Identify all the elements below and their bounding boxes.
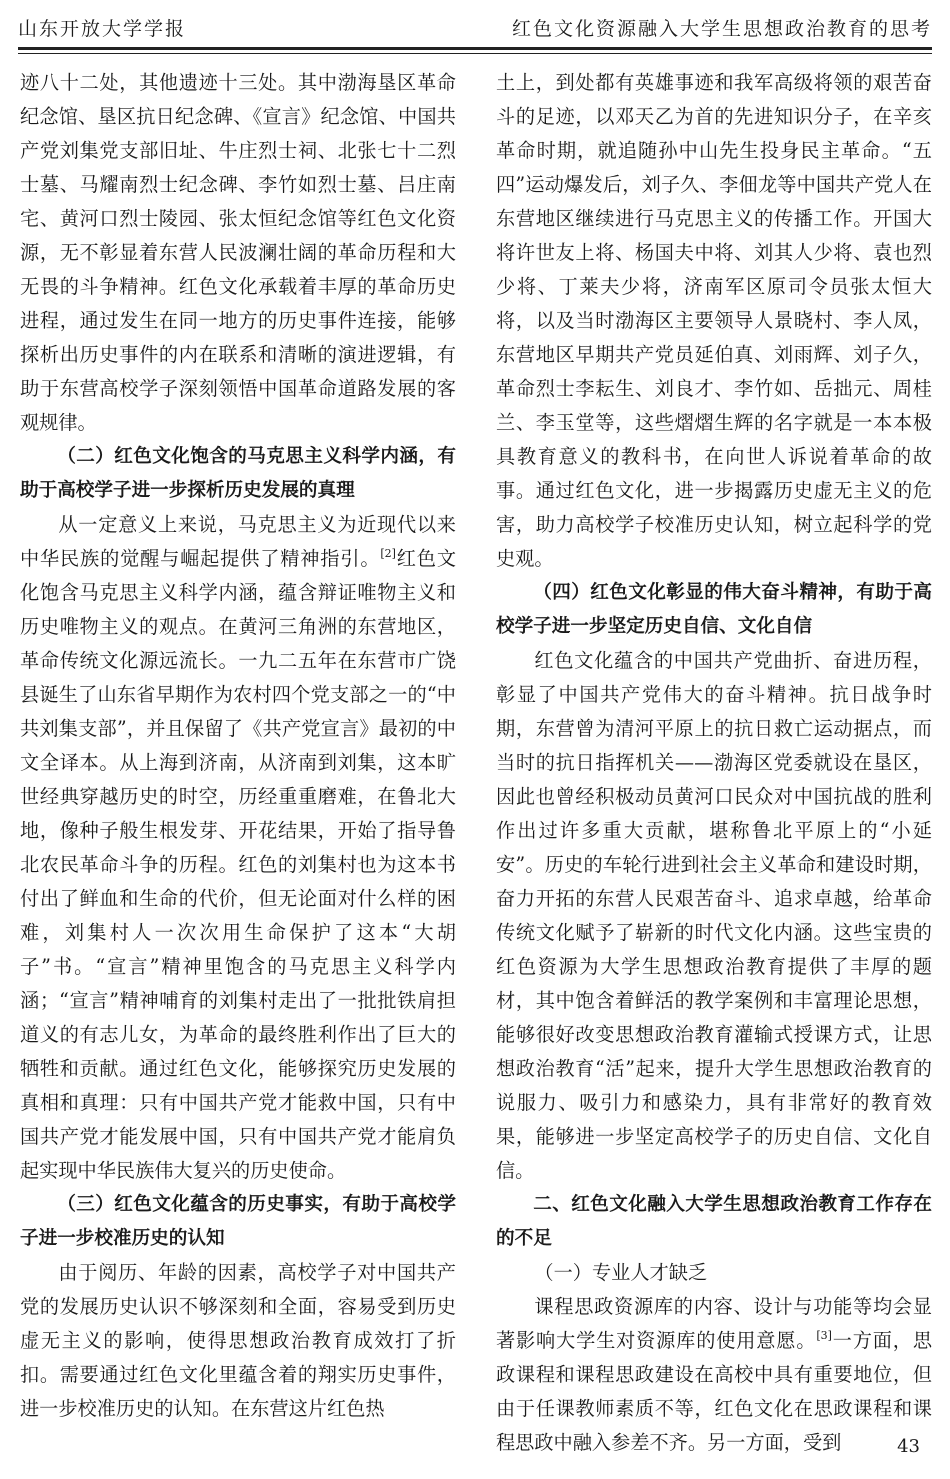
article-title: 红色文化资源融入大学生思想政治教育的思考 bbox=[511, 17, 932, 40]
paragraph-text: 课程思政资源库的内容、设计与功能等均会显著影响大学生对资源库的使用意愿。 bbox=[496, 1295, 932, 1352]
left-column bbox=[20, 66, 456, 1426]
citation-ref[interactable]: [3] bbox=[816, 1329, 832, 1342]
citation-ref[interactable]: [2] bbox=[380, 547, 396, 560]
header-rule-thick bbox=[18, 47, 932, 50]
paragraph-text: 从一定意义上来说，马克思主义为近现代以来中华民族的觉醒与崛起提供了精神指引。 bbox=[20, 513, 456, 570]
paragraph: 红色文化蕴含的中国共产党曲折、奋进历程，彰显了中国共产党伟大的奋斗精神。抗日战争时期，东营曾为清河平原上的抗日救亡运动据点，而当时的抗日指挥机关——渤海区党委就设在垦区，因此也曾经积极动员黄河口民众对中国抗战的胜利作出过许多重大贡献，堪称鲁北平原上的“小延安”。历史的车轮行进到社会主义革命和建设时期，奋力开拓的东营人民艰苦奋斗、追求卓越，给革命传统文化赋予了崭新的时代文化内涵。这些宝贵的红色资源为大学生思想政治教育提供了丰厚的题材，其中饱含着鲜活的教学案例和丰富理论思想，能够很好改变思想政治教育灌输式授课方式，让思想政治教育“活”起来，提升大学生思想政治教育的说服力、吸引力和感染力，具有非常好的教育效果，能够进一步坚定高校学子的历史自信、文化自信。 bbox=[496, 649, 932, 1182]
subsection-heading: （四）红色文化彰显的伟大奋斗精神，有助于高校学子进一步坚定历史自信、文化自信 bbox=[496, 582, 932, 637]
subsection-heading: （一）专业人才缺乏 bbox=[534, 1261, 708, 1284]
paragraph bbox=[496, 1290, 932, 1460]
subsection-heading: （三）红色文化蕴含的历史事实，有助于高校学子进一步校准历史的认知 bbox=[20, 1194, 456, 1249]
journal-name: 山东开放大学学报 bbox=[18, 17, 187, 40]
paragraph bbox=[20, 508, 456, 1188]
header-rule-thin bbox=[18, 53, 932, 54]
paragraph-text: 一方面，思政课程和课程思政建设在高校中具有重要地位，但由于任课教师素质不等，红色文化在思政课程和课程思政中融入参差不齐。另一方面，受到 bbox=[496, 1329, 933, 1454]
page-number: 43 bbox=[897, 1436, 920, 1457]
section-heading: 二、红色文化融入大学生思想政治教育工作存在的不足 bbox=[496, 1194, 932, 1249]
paragraph: 由于阅历、年龄的因素，高校学子对中国共产党的发展历史认识不够深刻和全面，容易受到历史虚无主义的影响，使得思想政治教育成效打了折扣。需要通过红色文化里蕴含着的翔实历史事件，进一步校准历史的认知。在东营这片红色热 bbox=[20, 1261, 456, 1420]
right-column bbox=[496, 66, 932, 1460]
paragraph-text: 红色文化饱含马克思主义科学内涵，蕴含辩证唯物主义和历史唯物主义的观点。在黄河三角洲的东营地区，革命传统文化源远流长。一九二五年在东营市广饶县诞生了山东省早期作为农村四个党支部之一的“中共刘集支部”，并且保留了《共产党宣言》最初的中文全译本。从上海到济南，从济南到刘集，这本旷世经典穿越历史的时空，历经重重磨难，在鲁北大地，像种子般生根发芽、开花结果，开始了指导鲁北农民革命斗争的历程。红色的刘集村也为这本书付出了鲜血和生命的代价，但无论面对什么样的困难，刘集村人一次次用生命保护了这本“大胡子”书。“宣言”精神里饱含的马克思主义科学内涵；“宣言”精神哺育的刘集村走出了一批批铁肩担道义的有志儿女，为革命的最终胜利作出了巨大的牺牲和贡献。通过红色文化，能够探究历史发展的真相和真理：只有中国共产党才能救中国，只有中国共产党才能发展中国，只有中国共产党才能肩负起实现中华民族伟大复兴的历史使命。 bbox=[20, 547, 457, 1182]
paragraph: 土上，到处都有英雄事迹和我军高级将领的艰苦奋斗的足迹，以邓天乙为首的先进知识分子，在辛亥革命时期，就追随孙中山先生投身民主革命。“五四”运动爆发后，刘子久、李佃龙等中国共产党人在东营地区继续进行马克思主义的传播工作。开国大将许世友上将、杨国夫中将、刘其人少将、袁也烈少将、丁莱夫少将，济南军区原司令员张太恒大将，以及当时渤海区主要领导人景晓村、李人凤，东营地区早期共产党员延伯真、刘雨辉、刘子久，革命烈士李耘生、刘良才、李竹如、岳拙元、周桂兰、李玉堂等，这些熠熠生辉的名字就是一本本极具教育意义的教科书，在向世人诉说着革命的故事。通过红色文化，进一步揭露历史虚无主义的危害，助力高校学子校准历史认知，树立起科学的党史观。 bbox=[496, 71, 932, 570]
paragraph: 迹八十二处，其他遗迹十三处。其中渤海垦区革命纪念馆、垦区抗日纪念碑、《宣言》纪念馆、中国共产党刘集党支部旧址、牛庄烈士祠、北张七十二烈士墓、马耀南烈士纪念碑、李竹如烈士墓、吕庄南宅、黄河口烈士陵园、张太恒纪念馆等红色文化资源，无不彰显着东营人民波澜壮阔的革命历程和大无畏的斗争精神。红色文化承载着丰厚的革命历史进程，通过发生在同一地方的历史事件连接，能够探析出历史事件的内在联系和清晰的演进逻辑，有助于东营高校学子深刻领悟中国革命道路发展的客观规律。 bbox=[20, 71, 456, 434]
running-header bbox=[18, 10, 932, 44]
subsection-heading: （二）红色文化饱含的马克思主义科学内涵，有助于高校学子进一步探析历史发展的真理 bbox=[20, 446, 456, 501]
